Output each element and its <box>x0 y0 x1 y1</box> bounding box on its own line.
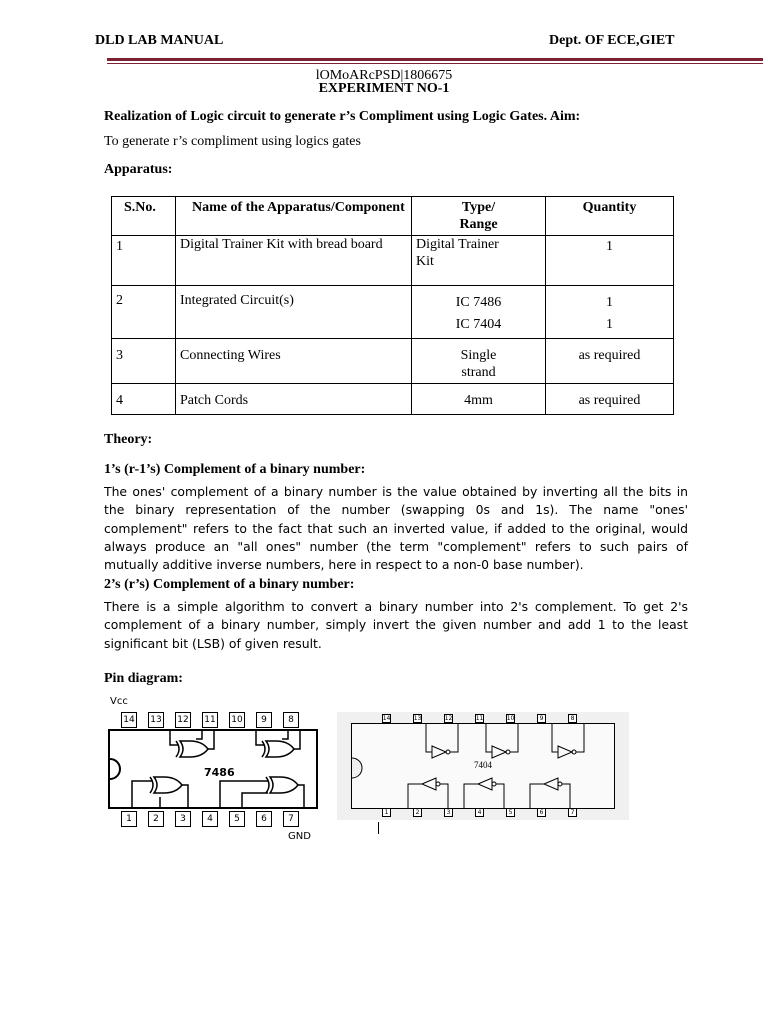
doc-id: lOMoARcPSD|1806675 <box>315 68 453 83</box>
pin-number: 2 <box>413 808 422 817</box>
text-cursor <box>378 822 379 834</box>
ic2-label: 7404 <box>474 760 492 770</box>
cell-type-text-2: IC 7404 <box>455 317 502 332</box>
cell-type-text: IC 7486 <box>455 295 502 310</box>
ic2-body <box>351 723 615 809</box>
apparatus-heading: Apparatus: <box>104 162 173 177</box>
pin-number: 12 <box>175 712 191 728</box>
vcc-label: Vcc <box>110 696 128 707</box>
col-name: Name of the Apparatus/Component <box>176 197 412 236</box>
not-gate <box>408 724 584 808</box>
cell-qty: as required <box>546 384 674 415</box>
pin-number: 4 <box>475 808 484 817</box>
pin-number: 9 <box>256 712 272 728</box>
pin-number: 11 <box>202 712 218 728</box>
apparatus-table <box>111 196 674 415</box>
cell-name: Patch Cords <box>176 384 412 415</box>
xor-gate <box>256 731 300 757</box>
table-row <box>112 339 674 384</box>
pin-number: 7 <box>283 811 299 827</box>
ones-paragraph: The ones' complement of a binary number is the value obtained by inverting all the bits in the binary representation of the number (swapping 0s and 1s). The name "ones' complement" refers to the fact that such an inverted value, if added to the original, would always produce an "all ones" number (the term "complement" refers to such pairs of mutually additive inverse numbers, here in respect to a non-0 base number). <box>104 484 688 573</box>
ones-heading: 1’s (r-1’s) Complement of a binary number: <box>104 462 366 477</box>
xor-gate <box>220 777 304 807</box>
header-left: DLD LAB MANUAL <box>95 33 224 48</box>
gnd-label: GND <box>288 831 311 842</box>
col-qty: Quantity <box>546 197 674 236</box>
pin-number: 2 <box>148 811 164 827</box>
pin-number: 1 <box>121 811 137 827</box>
cell-type-text: Digital Trainer Kit <box>416 237 499 269</box>
pin-number: 1 <box>382 808 391 817</box>
cell-qty-text-2: 1 <box>606 317 613 332</box>
pin-number: 13 <box>148 712 164 728</box>
pin-number: 5 <box>506 808 515 817</box>
page-title: EXPERIMENT NO-1 <box>318 81 450 96</box>
pin-number: 11 <box>475 715 484 722</box>
pin-number: 7 <box>568 808 577 817</box>
cell-qty: as required <box>546 339 674 384</box>
pin-number: 3 <box>444 808 453 817</box>
cell-type <box>412 286 546 339</box>
table-row <box>112 384 674 415</box>
table-row <box>112 236 674 286</box>
cell-type: Single strand <box>412 339 546 384</box>
pin-number: 10 <box>229 712 245 728</box>
twos-paragraph: There is a simple algorithm to convert a binary number into 2's complement. To get 2's complement of a binary number, simply invert the given number and add 1 to the least significant bit (LSB) of given result. <box>104 599 688 651</box>
col-type: Type/ Range <box>412 197 546 236</box>
aim-text: To generate r’s compliment using logics gates <box>104 134 361 149</box>
cell-type <box>412 236 546 286</box>
pin-heading: Pin diagram: <box>104 671 183 686</box>
ic1-bottom-pins <box>121 811 310 827</box>
pin-number: 6 <box>256 811 272 827</box>
xor-gate <box>132 777 188 807</box>
cell-sno: 1 <box>112 236 176 286</box>
pin-number: 10 <box>506 715 515 722</box>
pin-number: 5 <box>229 811 245 827</box>
notch <box>110 759 120 779</box>
cell-type: 4mm <box>412 384 546 415</box>
cell-qty-text: 1 <box>606 295 613 310</box>
pin-number: 14 <box>121 712 137 728</box>
col-sno: S.No. <box>112 197 176 236</box>
ic-7486-diagram <box>108 696 330 846</box>
aim-heading: Realization of Logic circuit to generate r’s Compliment using Logic Gates. Aim: <box>104 109 581 124</box>
theory-heading: Theory: <box>104 432 153 447</box>
pin-number: 4 <box>202 811 218 827</box>
pin-number: 9 <box>537 714 546 723</box>
pin-number: 8 <box>568 714 577 723</box>
header-rule <box>107 58 763 61</box>
cell-qty: 1 <box>546 236 674 286</box>
cell-sno: 4 <box>112 384 176 415</box>
ic-body <box>108 729 318 809</box>
cell-sno: 2 <box>112 286 176 339</box>
header-right: Dept. OF ECE,GIET <box>549 33 675 48</box>
xor-gate <box>170 731 214 757</box>
header-rule-thin <box>107 63 763 64</box>
twos-heading: 2’s (r’s) Complement of a binary number: <box>104 577 355 592</box>
cell-name: Connecting Wires <box>176 339 412 384</box>
ic-7404-diagram <box>337 712 629 820</box>
ic1-label: 7486 <box>204 766 235 779</box>
cell-sno: 3 <box>112 339 176 384</box>
pin-number: 13 <box>413 715 422 722</box>
pin-number: 3 <box>175 811 191 827</box>
notch <box>352 758 362 778</box>
ic2-top-pins <box>382 714 599 723</box>
table-header-row <box>112 197 674 236</box>
cell-qty <box>546 286 674 339</box>
cell-name: Integrated Circuit(s) <box>176 286 412 339</box>
table-row <box>112 286 674 339</box>
ic1-top-pins <box>121 712 310 728</box>
pin-number: 12 <box>444 715 453 722</box>
pin-number: 6 <box>537 808 546 817</box>
pin-number: 8 <box>283 712 299 728</box>
pin-number: 14 <box>382 715 391 722</box>
cell-name: Digital Trainer Kit with bread board <box>176 236 412 286</box>
ic2-bottom-pins <box>382 808 599 817</box>
